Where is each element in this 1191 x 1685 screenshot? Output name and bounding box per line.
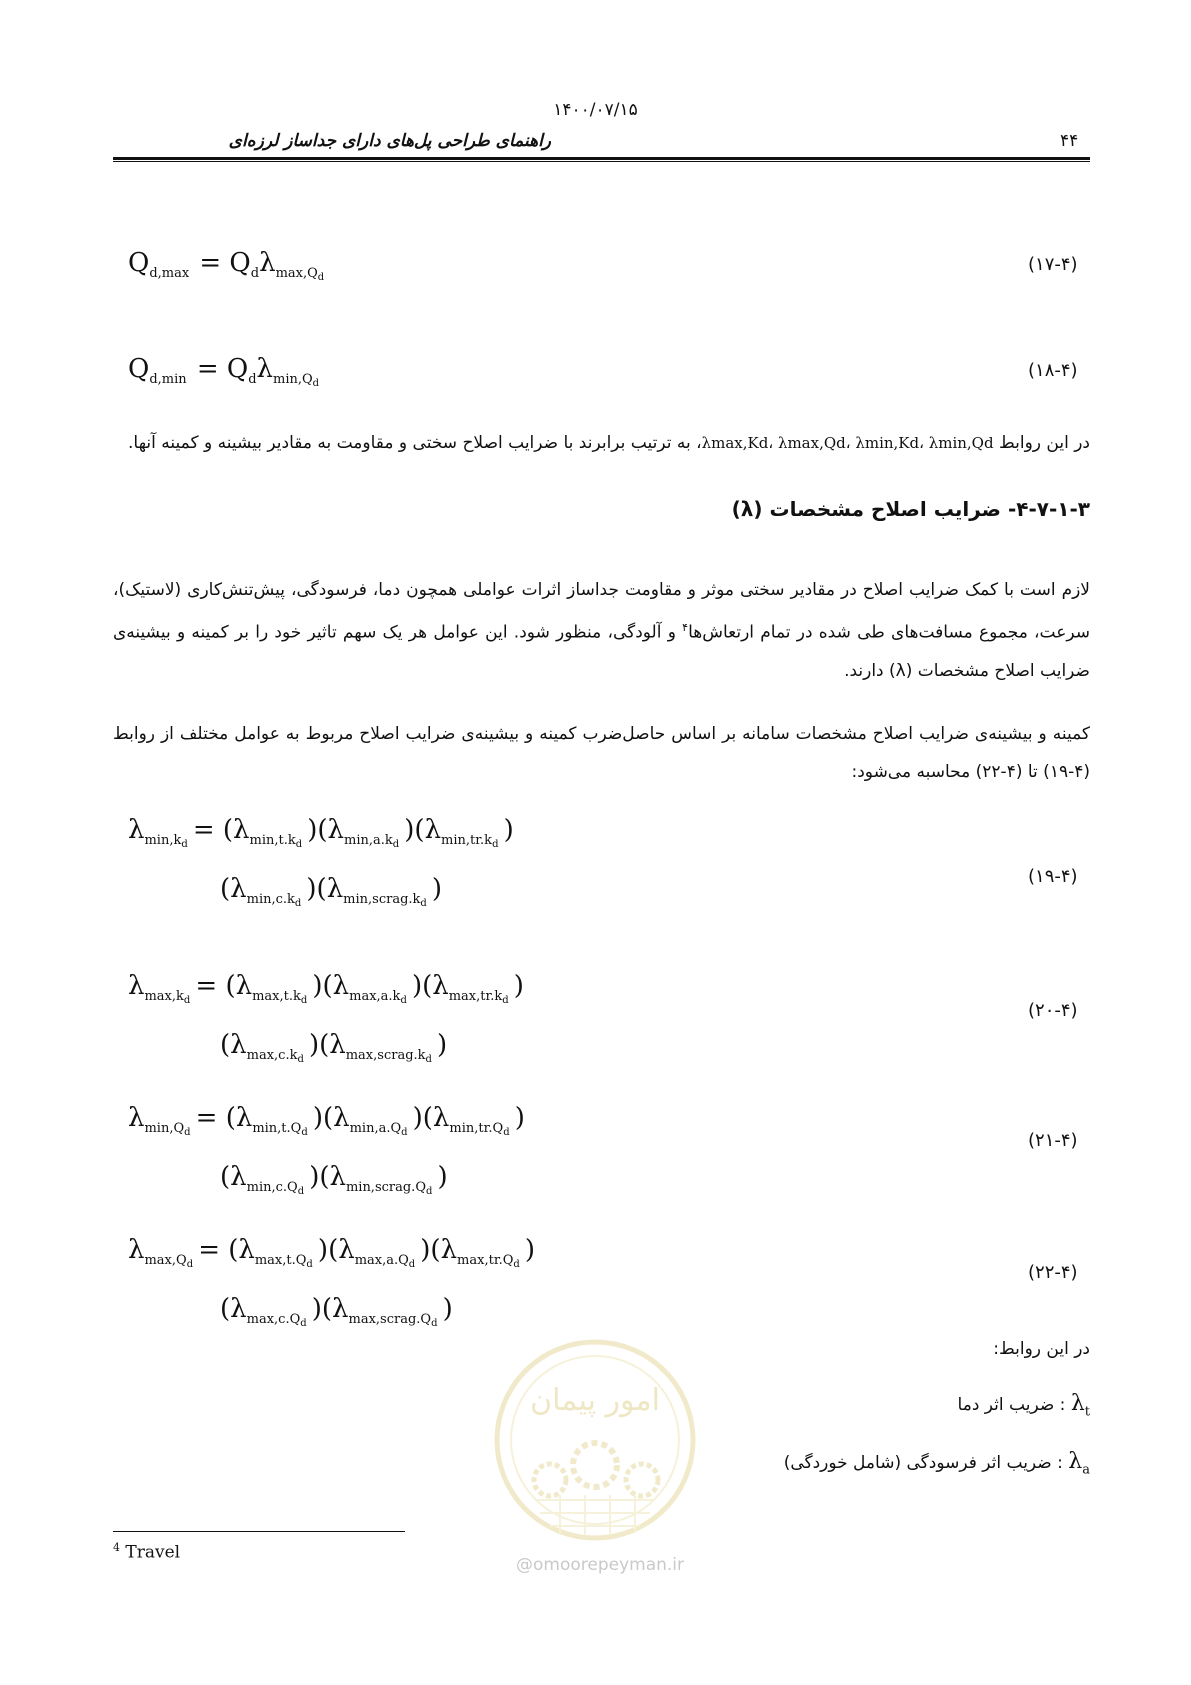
equation-number: (۱۷-۴) — [1028, 254, 1078, 275]
footnote-reference: ۴ — [682, 621, 689, 634]
section-heading: ۴-۷-۱-۳- ضرایب اصلاح مشخصات (λ) — [731, 497, 1090, 521]
equation-17: $Q_{d,max} = Q_d\lambda_{max,Q_d}$ — [128, 248, 325, 283]
document-date: ۱۴۰۰/۰۷/۱۵ — [553, 100, 638, 120]
equation-number: (۱۹-۴) — [1028, 866, 1078, 887]
lambda-symbol: λ — [1068, 1449, 1083, 1474]
definition-temperature — [958, 1385, 1090, 1431]
para1-after: ، به ترتیب برابرند با ضرایب اصلاح سختی و مقاومت به مقادیر بیشینه و کمینه آنها. — [128, 433, 702, 453]
paragraph-factors — [113, 571, 1090, 690]
footnote — [113, 1541, 180, 1563]
definitions-intro: در این روابط: — [993, 1339, 1090, 1359]
lambda-symbol: λ — [1070, 1391, 1085, 1416]
equation-22: $\lambda_{max,Q_d} = (\lambda_{max,t.Q_d}$ )($\lambda_{max,a.Q_d}$ )($\lambda_{max,tr.Q_d}$ ) ($\lambda_{max,c.Q_d}$ )($\lambda_{max,scrag.Q_d}$ ) — [128, 1235, 536, 1329]
footnote-mark: 4 — [113, 1541, 120, 1554]
definition-text: : ضریب اثر فرسودگی (شامل خوردگی) — [783, 1453, 1069, 1473]
equation-number: (۲۱-۴) — [1028, 1130, 1078, 1151]
header-rule — [113, 157, 1090, 160]
equation-19: $\lambda_{min,k_d} = (\lambda_{min,t.k_d}$ )($\lambda_{min,a.k_d}$ )($\lambda_{min,tr.k_d}$ ) ($\lambda_{min,c.k_d}$ )($\lambda_{min,scrag.k_d}$ ) — [128, 815, 514, 909]
footnote-text: Travel — [120, 1542, 181, 1563]
paragraph-symbols-definition — [113, 424, 1090, 462]
watermark-text: @omoorepeyman.ir — [515, 1555, 685, 1575]
equation-number: (۲۰-۴) — [1028, 1000, 1078, 1021]
definition-aging — [784, 1443, 1090, 1489]
para2-text-cont: و آلودگی، منظور شود. این عوامل هر یک سهم تاثیر خود را بر کمینه و بیشینه‌ی ضرایب اصلاح مشخصات (λ) دارند. — [113, 622, 1090, 681]
watermark-logo — [490, 1335, 700, 1545]
para2-text: لازم است با کمک ضرایب اصلاح در مقادیر سختی موثر و مقاومت جداساز اثرات عواملی همچون دما، فرسودگی، پیش‌تنش‌کاری (لاستیک)، سرعت، مجموع مسافت‌های طی شده در تمام ارتعاش‌ها — [113, 580, 1090, 643]
header-rule-thin — [113, 161, 1090, 162]
equation-21: $\lambda_{min,Q_d} = (\lambda_{min,t.Q_d}$ )($\lambda_{min,a.Q_d}$ )($\lambda_{min,tr.Q_d}$ ) ($\lambda_{min,c.Q_d}$ )($\lambda_{min,scrag.Q_d}$ ) — [128, 1103, 525, 1197]
para1-before: در این روابط — [993, 433, 1090, 453]
definition-text: : ضریب اثر دما — [957, 1395, 1071, 1415]
paragraph-product — [113, 715, 1090, 791]
equation-20: $\lambda_{max,k_d} = (\lambda_{max,t.k_d}$ )($\lambda_{max,a.k_d}$ )($\lambda_{max,tr.k_d}$ ) ($\lambda_{max,c.k_d}$ )($\lambda_{max,scrag.k_d}$ ) — [128, 971, 524, 1065]
equation-number: (۱۸-۴) — [1028, 360, 1078, 381]
page-number: ۴۴ — [1060, 131, 1079, 151]
watermark-logo-text: امور پیمان — [530, 1383, 660, 1418]
footnote-rule — [113, 1531, 405, 1532]
lambda-subscript: a — [1082, 1462, 1090, 1478]
equation-number: (۲۲-۴) — [1028, 1262, 1078, 1283]
para3-text: کمینه و بیشینه‌ی ضرایب اصلاح مشخصات سامانه بر اساس حاصل‌ضرب کمینه و بیشینه‌ی ضرایب اصلاح مربوط به عوامل مختلف از روابط (۴-۱۹) تا (۴-۲۲) محاسبه می‌شود: — [113, 724, 1090, 782]
para1-symbols: λmax,Kd، λmax,Qd، λmin,Kd، λmin,Qd — [701, 434, 994, 452]
lambda-subscript: t — [1084, 1404, 1090, 1420]
running-header-title: راهنمای طراحی پل‌های دارای جداساز لرزه‌ای — [228, 131, 551, 151]
equation-18: $Q_{d,min} = Q_d\lambda_{min,Q_d}$ — [128, 354, 320, 389]
